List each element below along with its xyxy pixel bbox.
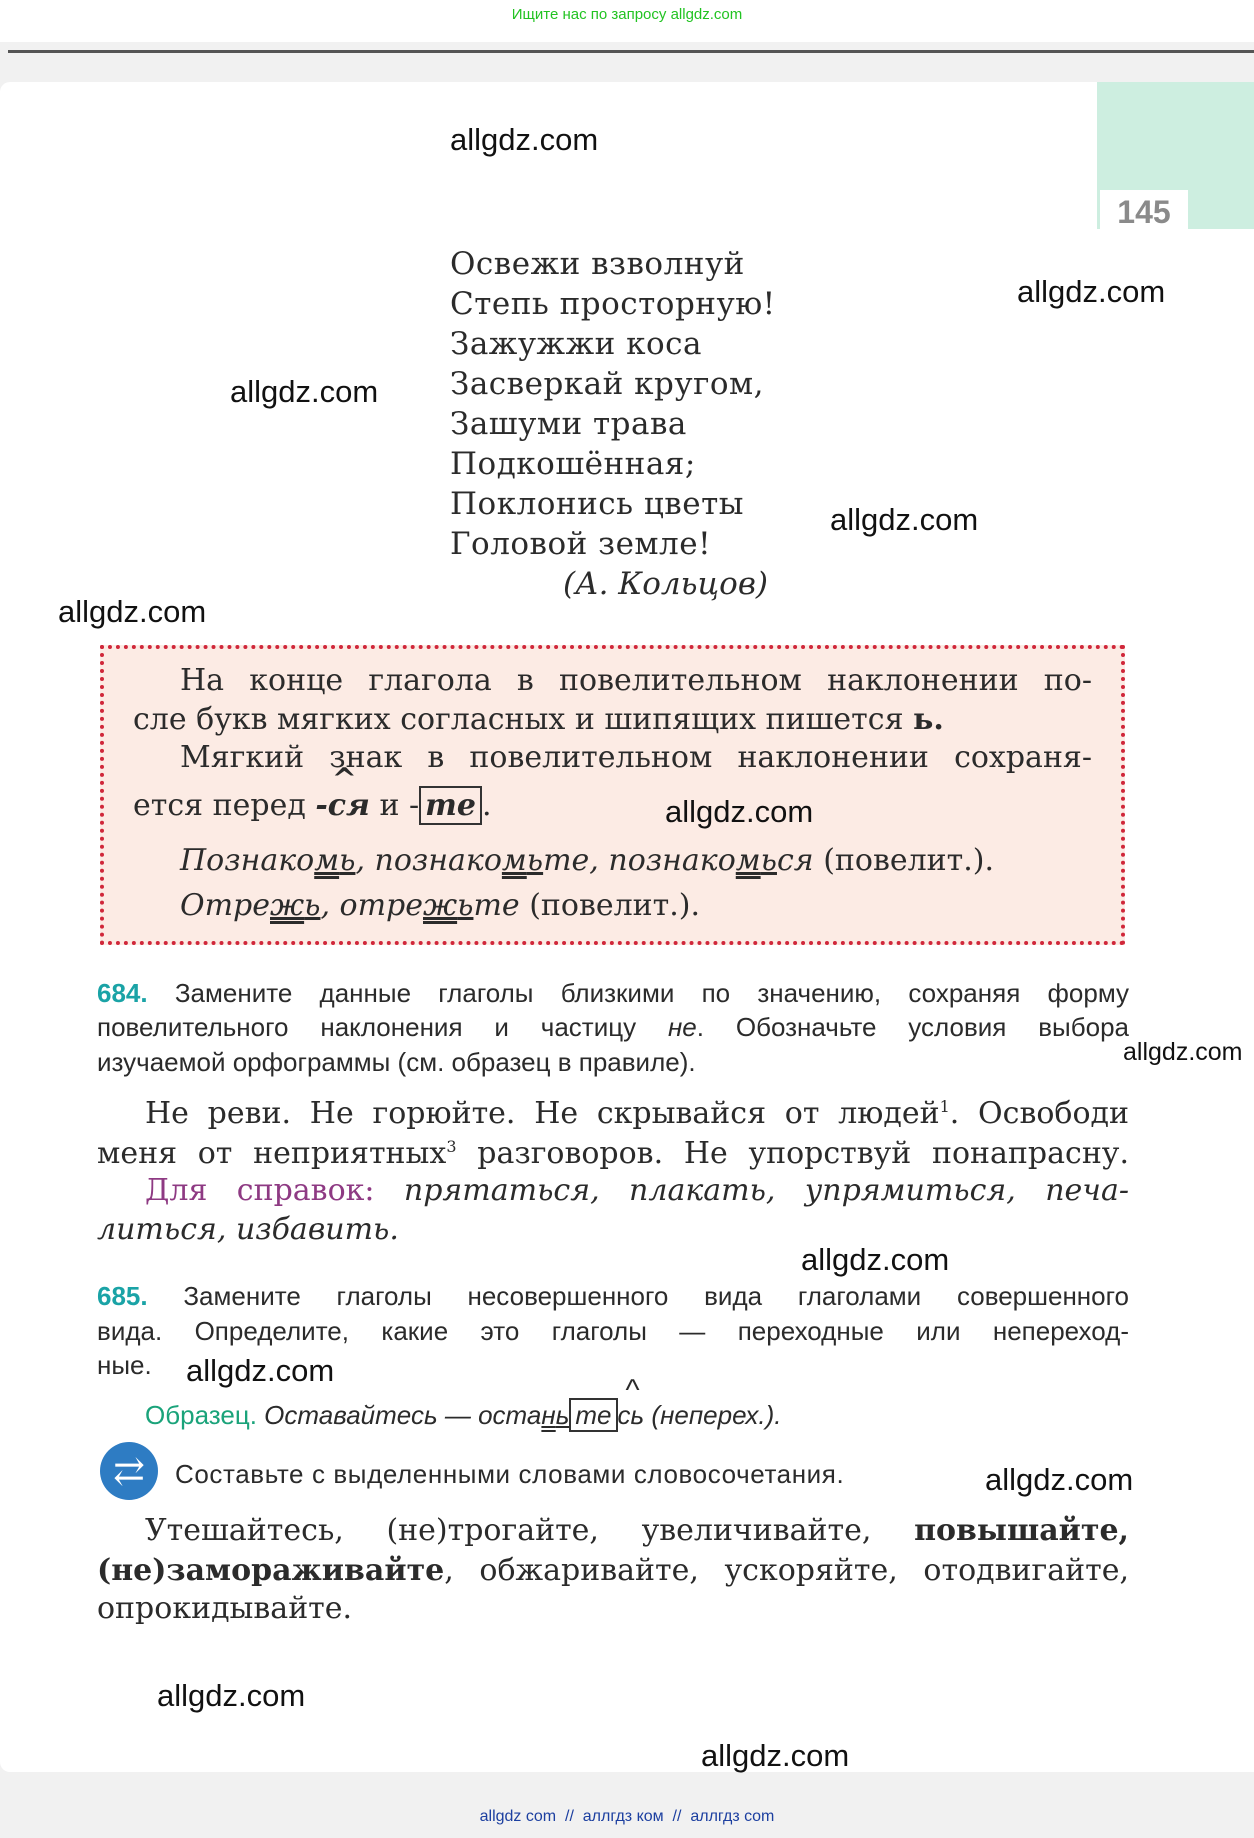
rule-text: . bbox=[482, 788, 492, 823]
exercise-685-line: 685. Замените глаголы несовершенного вида глаголами совершенного bbox=[97, 1281, 1129, 1311]
exercise-685-line: ные. bbox=[97, 1350, 152, 1380]
poem-line: Головой земле! bbox=[450, 526, 712, 562]
poem-line: Степь просторную! bbox=[450, 286, 776, 322]
footer-links: allgdz com // аллгдз ком // аллгдз com bbox=[479, 1808, 775, 1825]
poem-author bbox=[563, 566, 768, 602]
combine-task-icon: ⇄ bbox=[100, 1442, 158, 1500]
task-text: Составьте с выделенными словами словосочетания. bbox=[175, 1459, 845, 1489]
page-number: 145 bbox=[1100, 190, 1188, 230]
poem-line: Зажужжи коса bbox=[450, 326, 702, 362]
watermark: allgdz.com bbox=[665, 794, 814, 829]
ending-te: те bbox=[419, 786, 482, 825]
exercise-684-text: меня от неприятных$^3$ разговоров. Не упорствуй понапрасну. bbox=[97, 1136, 1129, 1171]
exercise-684-text: Не реви. Не горюйте. Не скрывайся от людей$^1$. Освободи bbox=[145, 1096, 1129, 1131]
rule-line bbox=[133, 788, 492, 823]
rule-text: и - bbox=[369, 788, 420, 823]
top-bar bbox=[0, 0, 1254, 42]
suffix-sya: ^ -ся bbox=[315, 788, 370, 823]
exercise-684-line: 684. Замените данные глаголы близкими по значению, сохраняя форму bbox=[97, 978, 1129, 1008]
reference-words: Для справок: прятаться, плакать, упрямиться, печа- bbox=[145, 1173, 1129, 1208]
word-list: опрокидывайте. bbox=[97, 1591, 353, 1626]
watermark: allgdz.com bbox=[701, 1738, 850, 1773]
word-list: Утешайтесь, (не)трогайте, увеличивайте, повышайте, bbox=[145, 1513, 1129, 1548]
poem-line: Засверкай кругом, bbox=[450, 366, 765, 402]
watermark: allgdz.com bbox=[58, 594, 207, 629]
watermark: allgdz.com bbox=[186, 1353, 335, 1388]
poem-line: Подкошённая; bbox=[450, 446, 696, 482]
poem-line: Поклонись цветы bbox=[450, 486, 744, 522]
reference-label: Для справок: bbox=[145, 1173, 375, 1208]
soft-sign: ь. bbox=[913, 702, 944, 737]
exercise-685-line: вида. Определите, какие это глаголы — переходные или непереход- bbox=[97, 1316, 1129, 1346]
exercise-684-line: изучаемой орфограммы (см. образец в правиле). bbox=[97, 1047, 696, 1077]
rule-line bbox=[133, 702, 944, 737]
watermark: allgdz.com bbox=[801, 1242, 950, 1277]
rule-line: Мягкий знак в повелительном наклонении сохраня- bbox=[180, 740, 1092, 775]
exercise-684-line: повелительного наклонения и частицу не. Обозначьте условия выбора bbox=[97, 1012, 1129, 1042]
promo-text: Ищите нас по запросу allgdz.com bbox=[511, 6, 743, 23]
rule-example: Познакомь, познакомьте, познакомься (повелит.). bbox=[180, 843, 995, 878]
watermark: allgdz.com bbox=[157, 1678, 306, 1713]
sample-label: Образец. bbox=[145, 1400, 257, 1430]
exercise-number: 684. bbox=[97, 978, 148, 1008]
watermark: allgdz.com bbox=[1123, 1038, 1243, 1066]
poem-line: Зашуми трава bbox=[450, 406, 687, 442]
rule-example: Отрежь, отрежьте (повелит.). bbox=[180, 888, 701, 923]
reference-words: литься, избавить. bbox=[97, 1212, 399, 1247]
word-list: (не)замораживайте, обжаривайте, ускоряйте, отодвигайте, bbox=[97, 1553, 1129, 1588]
watermark: allgdz.com bbox=[1017, 274, 1166, 309]
rule-text: ется перед bbox=[133, 788, 316, 823]
poem bbox=[450, 244, 776, 564]
watermark: allgdz.com bbox=[830, 502, 979, 537]
sample: Образец. Оставайтесь — остань те^ сь (неперех.). bbox=[145, 1400, 782, 1431]
watermark: allgdz.com bbox=[450, 122, 599, 157]
divider bbox=[8, 50, 1254, 53]
rule-text: сле букв мягких согласных и шипящих пишется bbox=[133, 702, 914, 737]
watermark: allgdz.com bbox=[230, 374, 379, 409]
author-name: (А. Кольцов) bbox=[563, 566, 768, 602]
watermark: allgdz.com bbox=[985, 1462, 1134, 1497]
note: (повелит.). bbox=[519, 888, 701, 923]
exercise-number: 685. bbox=[97, 1281, 148, 1311]
note: (повелит.). bbox=[813, 843, 995, 878]
rule-line: На конце глагола в повелительном наклонении по- bbox=[180, 663, 1092, 698]
poem-line: Освежи взволнуй bbox=[450, 246, 745, 282]
